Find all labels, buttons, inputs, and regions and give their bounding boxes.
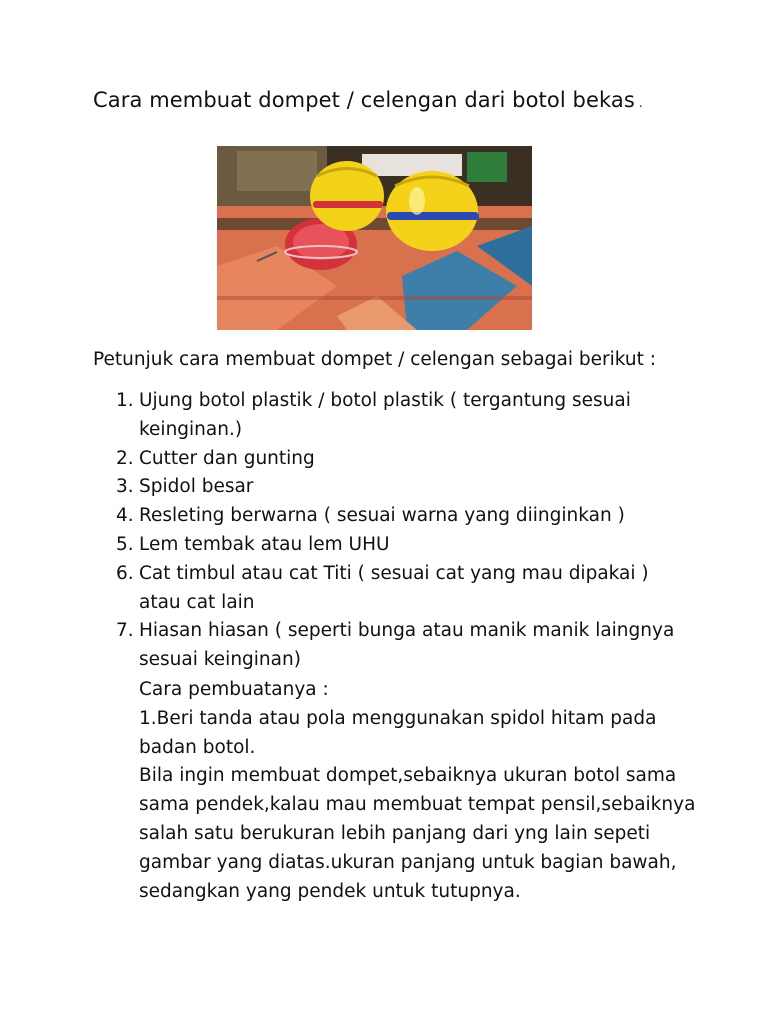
method-step-1: 1.Beri tanda atau pola menggunakan spidol hitam pada badan botol. (139, 707, 657, 758)
list-item (116, 445, 696, 474)
list-item-number: 2. (116, 447, 134, 469)
list-item-number: 5. (116, 533, 134, 555)
list-item-text: Spidol besar (139, 476, 254, 498)
materials-list (116, 387, 696, 675)
list-item (116, 531, 696, 560)
document-title (93, 88, 643, 112)
list-item-text: Cutter dan gunting (139, 447, 315, 469)
list-item-number: 6. (116, 562, 134, 584)
list-item-text: Ujung botol plastik / botol plastik ( tergantung sesuai keinginan.) (139, 390, 631, 440)
list-item (116, 617, 696, 675)
title-end-mark: . (638, 96, 643, 110)
list-item-number: 1. (116, 390, 134, 411)
list-item-text: Resleting berwarna ( sesuai warna yang diinginkan ) (139, 505, 625, 527)
method-heading: Cara pembuatanya : (139, 679, 329, 700)
list-item-number: 4. (116, 505, 134, 527)
instructions-intro: Petunjuk cara membuat dompet / celengan sebagai berikut : (93, 349, 656, 370)
list-item-text: Lem tembak atau lem UHU (139, 533, 390, 555)
title-text: Cara membuat dompet / celengan dari botol bekas (93, 88, 635, 112)
method-paragraph: Bila ingin membuat dompet,sebaiknya ukuran botol sama sama pendek,kalau mau membuat tempat pensil,sebaiknya salah satu berukuran lebih panjang dari yng lain sepeti gambar yang diatas.ukuran panjang untuk bagian bawah, sedangkan yang pendek untuk tutupnya. (139, 765, 696, 902)
photo-illustration (217, 146, 532, 330)
list-item-text: Hiasan hiasan ( seperti bunga atau manik manik laingnya sesuai keinginan) (139, 620, 675, 671)
bottle-purse-photo (217, 146, 532, 330)
method-section (139, 676, 699, 906)
list-item (116, 387, 696, 445)
list-item-number: 7. (116, 620, 134, 642)
list-item (116, 473, 696, 502)
list-item (116, 502, 696, 531)
list-item (116, 560, 696, 618)
list-item-text: Cat timbul atau cat Titi ( sesuai cat yang mau dipakai ) atau cat lain (139, 562, 649, 613)
list-item-number: 3. (116, 476, 134, 498)
